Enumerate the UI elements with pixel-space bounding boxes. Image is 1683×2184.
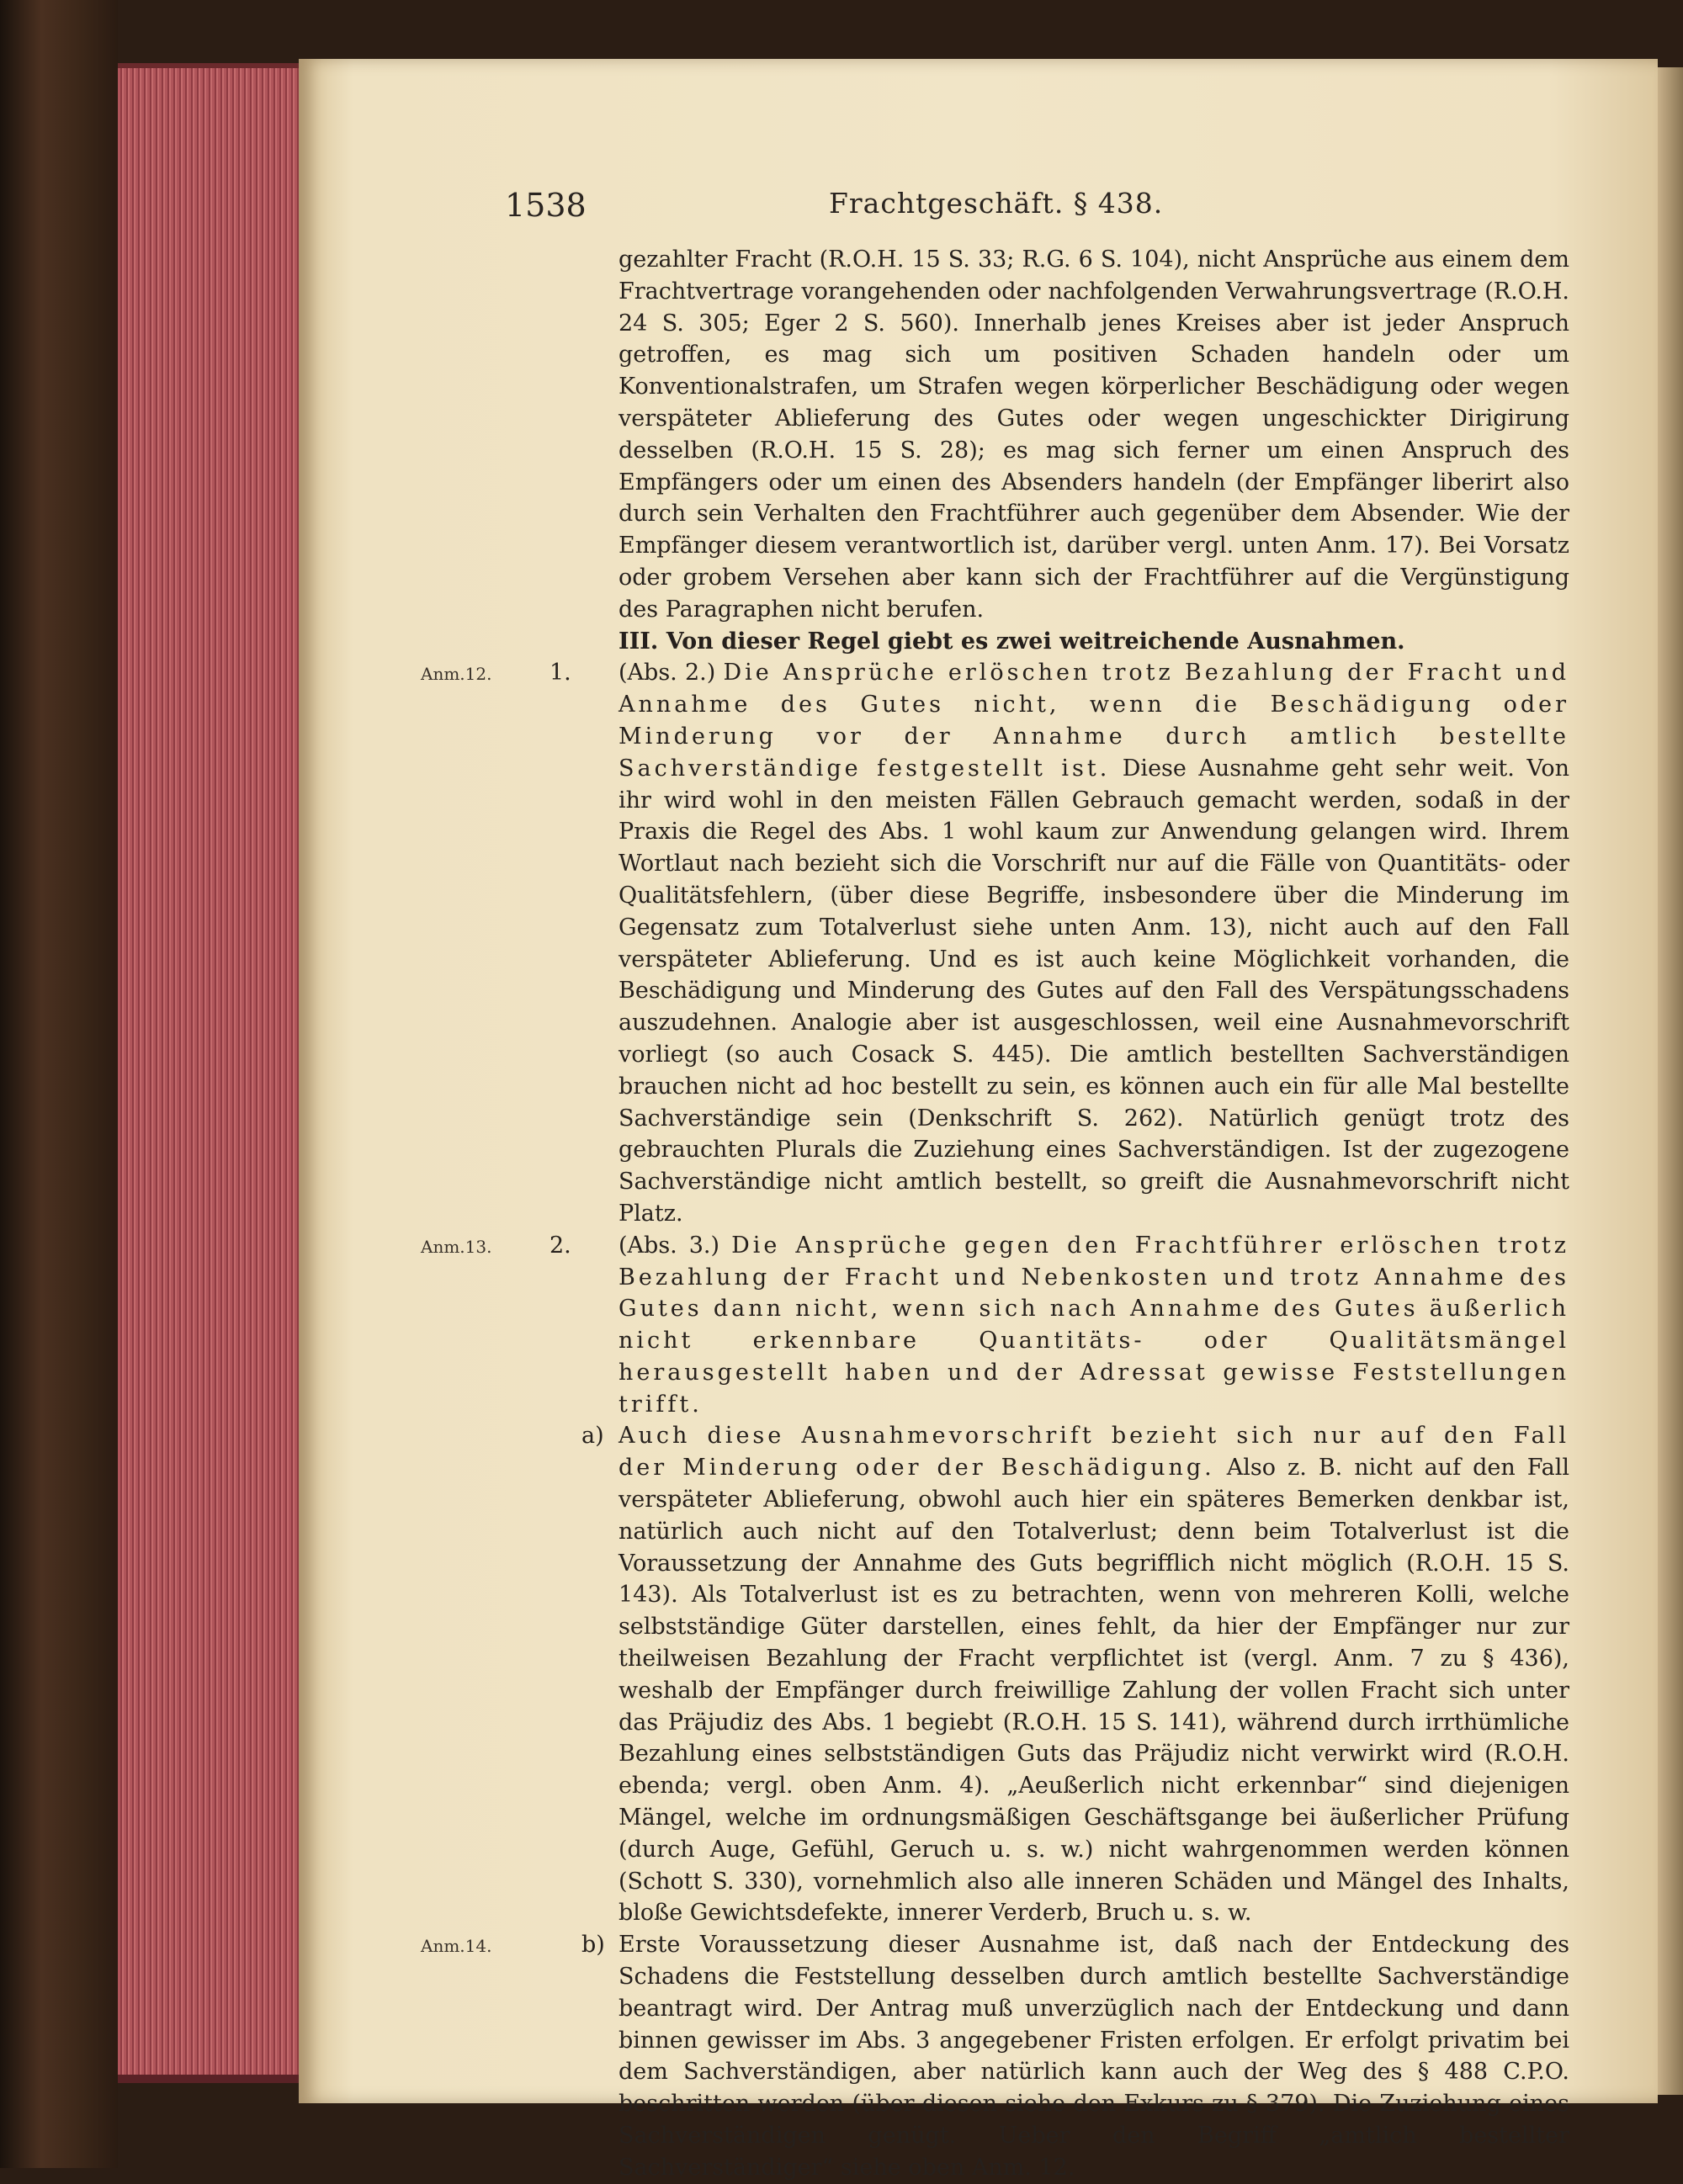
margin-note-anm13: Anm.13.	[421, 1236, 492, 1257]
sub-b-text: Erste Voraussetzung dieser Ausnahme ist, daß nach der Entdeckung des Schadens die Feststellung desselben durch amtlich bestellte Sachverständige beantragt wird. Der Antrag muß unverzüglich nach der Entdeckung und dann binnen gewisser im Abs. 3 angegebener Fristen erfolgen. Er erfolgt privatim bei dem Sachverständigen, aber natürlich kann auch der Weg des § 488 C.P.O. beschritten werden (über diesen siehe den Exkurs zu § 379). Die Zuziehung eines Sachverständigen genügt. Ueber den Begriff „amtlich bestellter Sachverständiger“ siehe oben Anm. 12.	[619, 1932, 1569, 2181]
section-title: Von dieser Regel giebt es zwei weitreichende Ausnahmen.	[666, 628, 1405, 655]
margin-note-anm12: Anm.12.	[421, 664, 492, 685]
item-2-spaced: Die Ansprüche gegen den Frachtführer erlöschen trotz Bezahlung der Fracht und Nebenkosten und trotz Annahme des Gutes dann nicht, wenn sich nach Annahme des Gutes äußerlich nicht erkennbare Quantitäts- oder Qualitätsmängel herausgestellt haben und der Adressat gewisse Feststellungen trifft.	[619, 1232, 1569, 1418]
sub-b-letter: b)	[581, 1932, 605, 1959]
section-heading	[619, 626, 1569, 658]
sub-a-spaced: Auch diese Ausnahmevorschrift bezieht sich nur auf den Fall der Minderung oder der Beschädigung.	[619, 1423, 1569, 1482]
sub-a	[581, 1420, 1570, 1929]
facing-page-edge	[1658, 67, 1683, 2095]
item-1	[421, 657, 1570, 1229]
item-1-text	[619, 657, 1569, 1229]
intro-paragraph: gezahlter Fracht (R.O.H. 15 S. 33; R.G. 6 S. 104), nicht Ansprüche aus einem dem Frachtvertrage vorangehenden oder nachfolgenden Verwahrungsvertrage (R.O.H. 24 S. 305; Eger 2 S. 560). Innerhalb jenes Kreises aber ist jeder Anspruch getroffen, es mag sich um positiven Schaden handeln oder um Konventionalstrafen, um Strafen wegen körperlicher Beschädigung oder wegen verspäteter Ablieferung des Gutes oder wegen ungeschickter Dirigirung desselben (R.O.H. 15 S. 28); es mag sich ferner um einen Anspruch des Empfängers oder um einen des Absenders handeln (der Empfänger liberirt also durch sein Verhalten den Frachtführer auch gegenüber dem Absender. Wie der Empfänger diesem verantwortlich ist, darüber vergl. unten Anm. 17). Bei Vorsatz oder grobem Versehen aber kann sich der Frachtführer auf die Vergünstigung des Paragraphen nicht berufen.	[619, 246, 1569, 623]
item-2-number: 2.	[549, 1232, 571, 1259]
sub-b	[421, 1929, 1569, 2183]
item-2-ref: (Abs. 3.)	[619, 1232, 720, 1259]
running-title: Frachtgeschäft. § 438.	[829, 187, 1164, 220]
book-cover	[0, 0, 118, 2168]
sub-a-letter: a)	[581, 1423, 604, 1450]
sub-a-text	[619, 1420, 1569, 1929]
margin-note-anm14: Anm.14.	[421, 1936, 492, 1957]
sub-a-body: Also z. B. nicht auf den Fall verspäteter Ablieferung, obwohl auch hier ein späteres Bemerken denkbar ist, natürlich auch nicht auf den Totalverlust; denn beim Totalverlust ist die Voraussetzung der Annahme des Guts begrifflich nicht möglich (R.O.H. 15 S. 143). Als Totalverlust ist es zu betrachten, wenn von mehreren Kolli, welche selbstständige Güter darstellen, eines fehlt, da hier der Empfänger nur zur theilweisen Bezahlung der Fracht verpflichtet ist (vergl. Anm. 7 zu § 436), weshalb der Empfänger durch freiwillige Zahlung der vollen Fracht sich unter das Präjudiz des Abs. 1 begiebt (R.O.H. 15 S. 141), während durch irrthümliche Bezahlung eines selbstständigen Guts das Präjudiz nicht verwirkt wird (R.O.H. ebenda; vergl. oben Anm. 4). „Aeußerlich nicht erkennbar“ sind diejenigen Mängel, welche im ordnungsmäßigen Geschäftsgange bei äußerlicher Prüfung (durch Auge, Gefühl, Geruch u. s. w.) nicht wahrgenommen werden können (Schott S. 330), vornehmlich also alle inneren Schäden und Mängel des Inhalts, bloße Gewichtsdefekte, innerer Verderb, Bruch u. s. w.	[619, 1455, 1570, 1927]
item-1-body: Diese Ausnahme geht sehr weit. Von ihr wird wohl in den meisten Fällen Gebrauch gemacht werden, sodaß in der Praxis die Regel des Abs. 1 wohl kaum zur Anwendung gelangen wird. Ihrem Wortlaut nach bezieht sich die Vorschrift nur auf die Fälle von Quantitäts- oder Qualitätsfehlern, (über diese Begriffe, insbesondere über die Minderung im Gegensatz zum Totalverlust siehe unten Anm. 13), nicht auch auf den Fall verspäteter Ablieferung. Und es ist auch keine Möglichkeit vorhanden, die Beschädigung und Minderung des Gutes auf den Fall des Verspätungsschadens auszudehnen. Analogie aber ist ausgeschlossen, weil eine Ausnahmevorschrift vorliegt (so auch Cosack S. 445). Die amtlich bestellten Sachverständigen brauchen nicht ad hoc bestellt zu sein, es können auch ein für alle Mal bestellte Sachverständige sein (Denkschrift S. 262). Natürlich genügt trotz des gebrauchten Plurals die Zuziehung eines Sachverständigen. Ist der zugezogene Sachverständige nicht amtlich bestellt, so greift die Ausnahmevorschrift nicht Platz.	[619, 755, 1569, 1227]
section-number: III.	[619, 628, 659, 655]
page-edges	[118, 63, 299, 2083]
page-number: 1538	[505, 187, 587, 224]
item-1-ref: (Abs. 2.)	[619, 660, 716, 686]
item-2-text	[619, 1230, 1569, 1421]
page-body	[421, 244, 1570, 2184]
item-1-number: 1.	[549, 660, 571, 686]
item-1-spaced: Die Ansprüche erlöschen trotz Bezahlung der Fracht und Annahme des Gutes nicht, wenn die Beschädigung oder Minderung vor der Annahme durch amtlich bestellte Sachverständige festgestellt ist.	[619, 660, 1570, 782]
item-2	[421, 1230, 1569, 1421]
